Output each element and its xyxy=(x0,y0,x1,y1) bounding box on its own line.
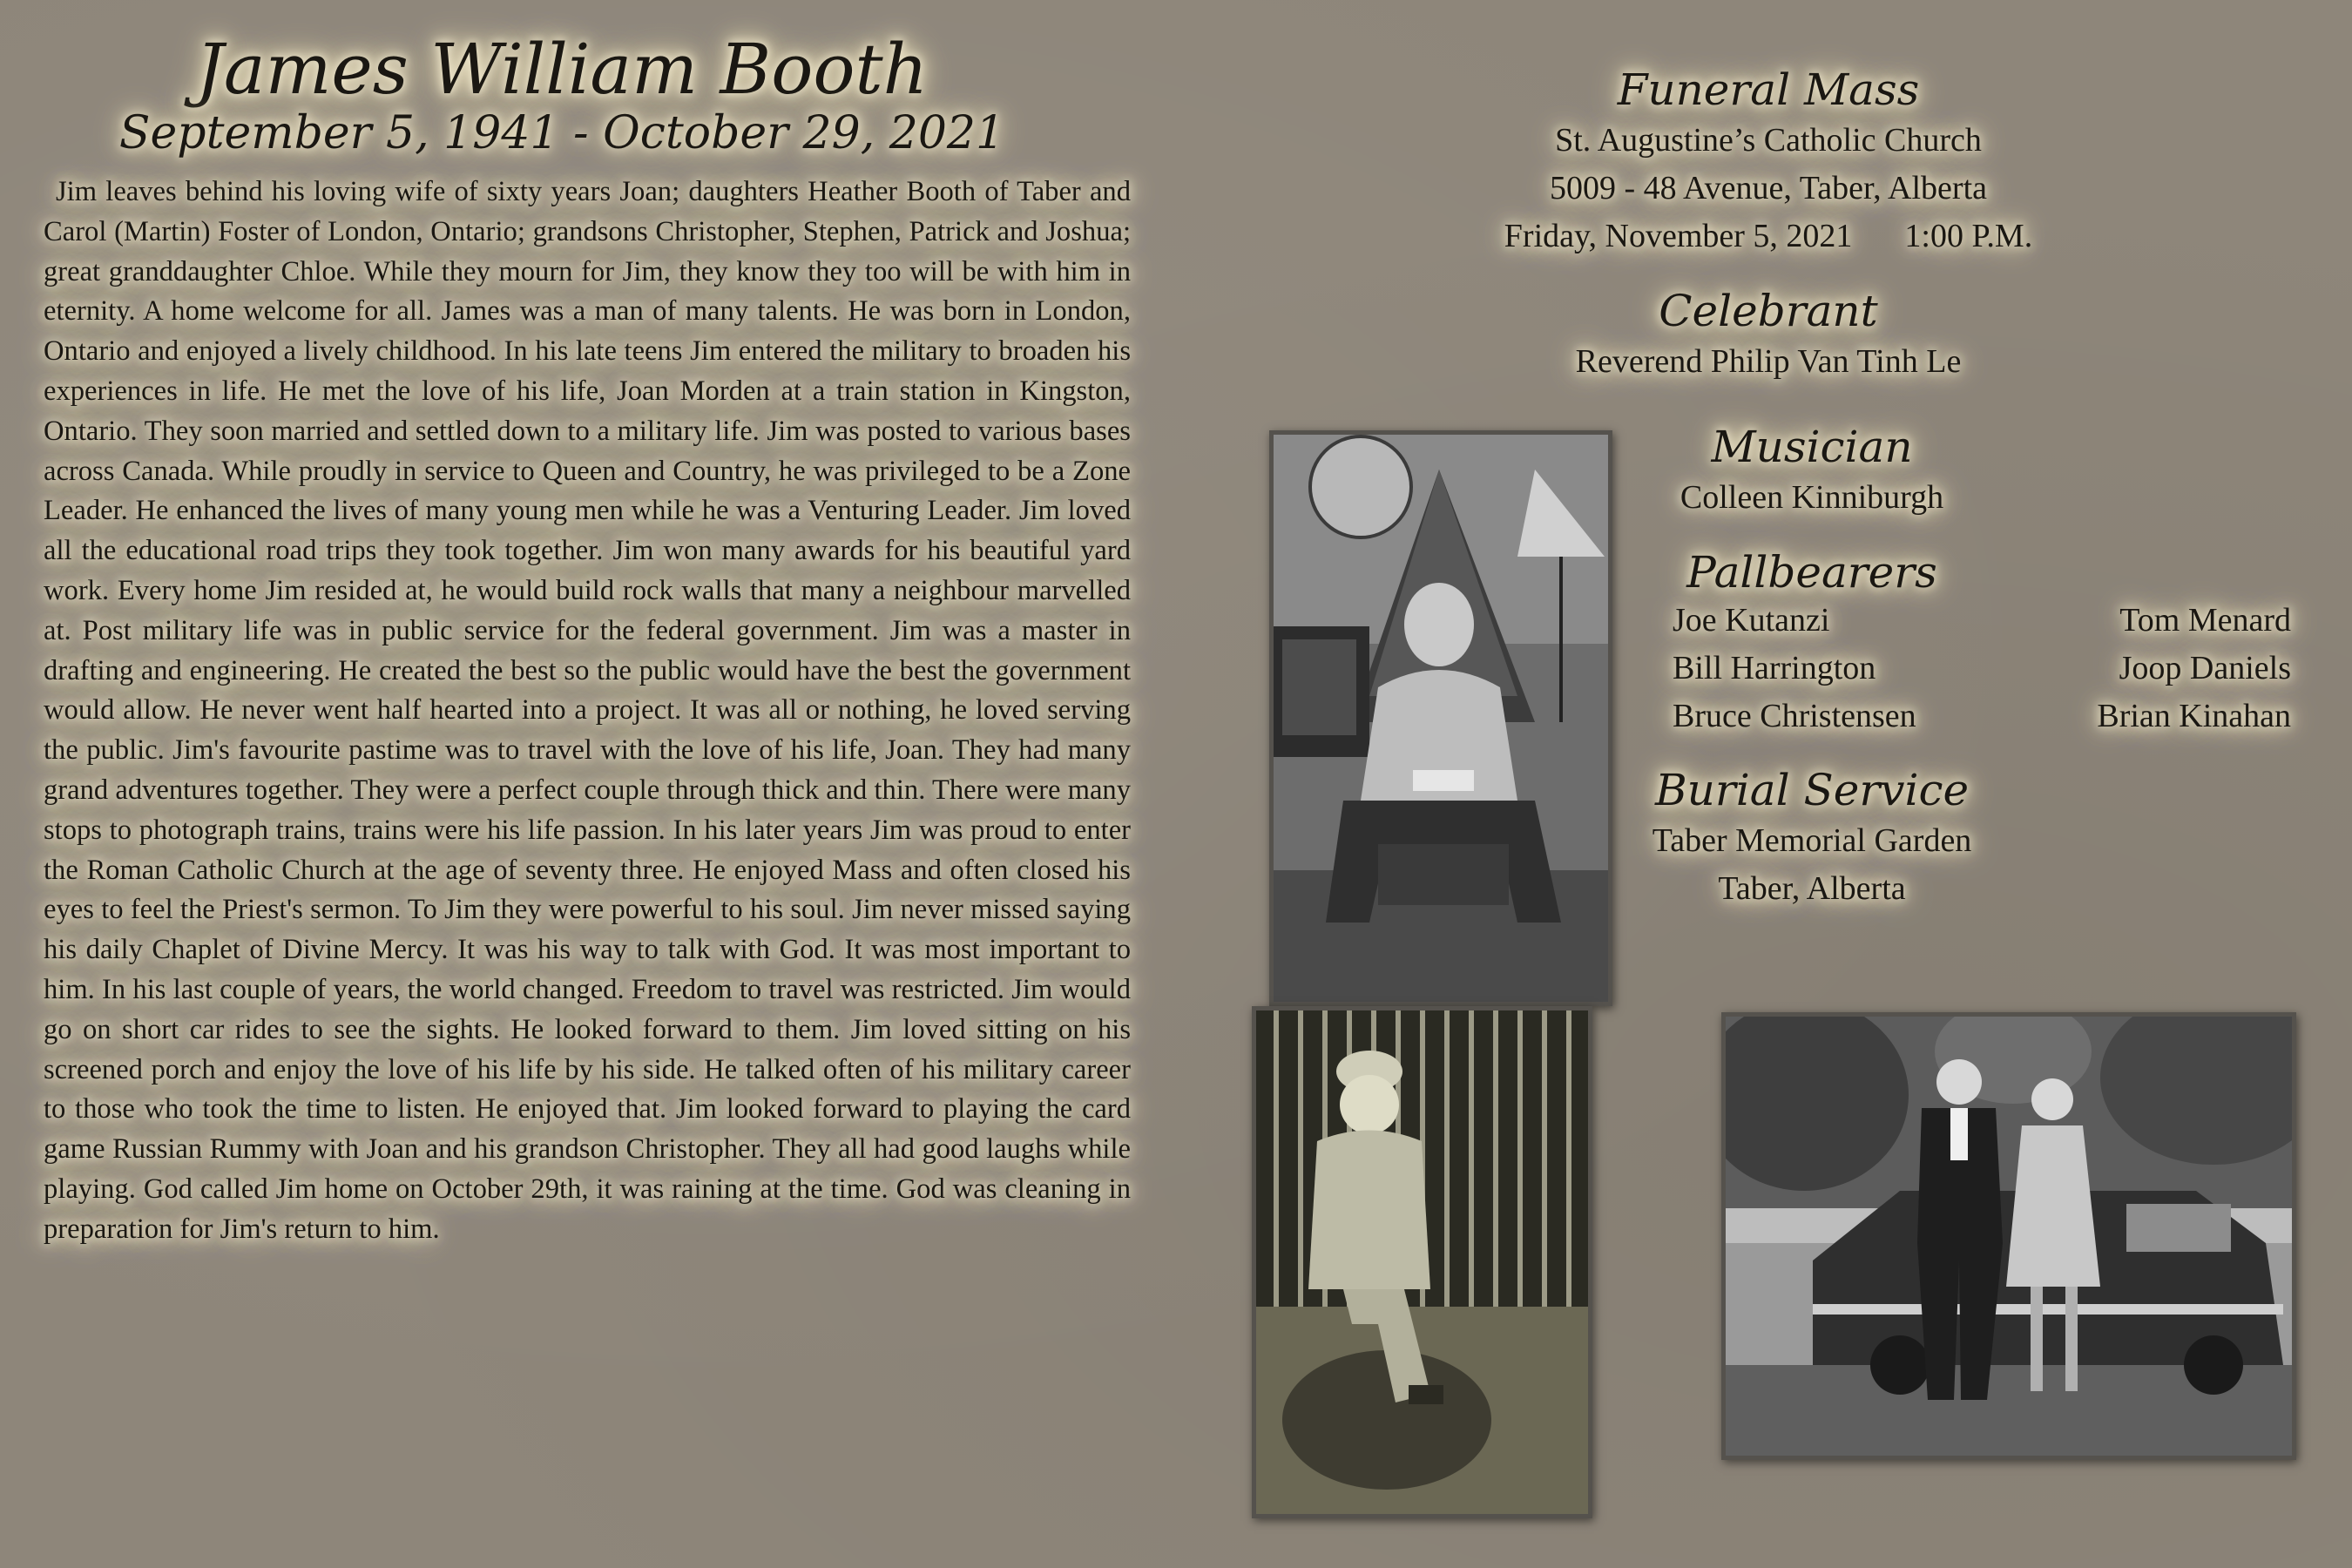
pallbearer-name: Bruce Christensen xyxy=(1673,698,1916,734)
funeral-mass-heading: Funeral Mass xyxy=(1617,64,1920,115)
church-address: 5009 - 48 Avenue, Taber, Alberta xyxy=(1550,170,1987,206)
musician-name: Colleen Kinniburgh xyxy=(1680,479,1944,516)
celebrant-heading: Celebrant xyxy=(1659,286,1878,336)
photo-couple-by-car xyxy=(1721,1012,2296,1460)
mass-time: 1:00 P.M. xyxy=(1904,218,2033,254)
pallbearers-heading: Pallbearers xyxy=(1686,547,1937,598)
church-name: St. Augustine’s Catholic Church xyxy=(1555,122,1982,159)
obituary-text: Jim leaves behind his loving wife of sixty years Joan; daughters Heather Booth of Taber and Carol (Martin) Foster of London, Ontario; grandsons Christopher, Stephen, Patrick and Joshua; great granddaughter Chloe. While they mourn for Jim, they know they too will be with him in eternity. A home welcome for all. James was a man of many talents. He was born in London, Ontario and enjoyed a lively childhood. In his late teens Jim entered the military to broaden his experiences in life. He met the love of his life, Joan Morden at a train station in Kingston, Ontario. They soon married and settled down to a military life. Jim was posted to various bases across Canada. While proudly in service to Queen and Country, he was privileged to be a Zone Leader. He enhanced the lives of many young men while he was a Venturing Leader. Jim loved all the educational road trips they took together. Jim won many awards for his beautiful yard work. Every home Jim resided at, he would build rock walls that many a neighbour marvelled at. Post military life was in public service for the federal government. Jim was a master in drafting and engineering. He created the best so the public would have the best the government would allow. He never went half hearted into a project. It was all or nothing, he loved serving the public. Jim's favourite pastime was to travel with the love of his life, Joan. They had many grand adventures together. They were a perfect couple through thick and thin. There were many stops to photograph trains, trains were his life passion. In his later years Jim was proud to enter the Roman Catholic Church at the age of seventy three. He enjoyed Mass and often closed his eyes to feel the Priest's sermon. To Jim they were powerful to his soul. Jim never missed saying his daily Chaplet of Divine Mercy. It was his way to talk with God. It was most important to him. In his last couple of years, the world changed. Freedom to travel was restricted. Jim would go on short car rides to see the sights. He looked forward to them. Jim loved sitting on his screened porch and enjoy the love of his life by his side. He talked often of his military career to those who took the time to listen. He enjoyed that. Jim looked forward to playing the card game Russian Rummy with Joan and his grandson Christopher. They all had good laughs while playing. God called Jim home on October 29th, it was raining at the time. God was cleaning in preparation for Jim's return to him. xyxy=(44,176,1131,1245)
musician-heading: Musician xyxy=(1711,422,1913,472)
celebrant-name: Reverend Philip Van Tinh Le xyxy=(1575,343,1962,380)
life-dates: September 5, 1941 - October 29, 2021 xyxy=(118,107,1005,159)
pallbearer-row xyxy=(1673,693,2291,740)
funeral-mass-section xyxy=(1307,63,2230,260)
pallbearer-name: Joop Daniels xyxy=(2119,650,2291,686)
pallbearer-row xyxy=(1673,597,2291,645)
burial-heading: Burial Service xyxy=(1654,765,1970,815)
pallbearers-list xyxy=(1673,597,2291,740)
pallbearer-row xyxy=(1673,645,2291,693)
photo-child-image xyxy=(1256,1010,1588,1514)
mass-date: Friday, November 5, 2021 xyxy=(1504,218,1853,254)
burial-place: Taber Memorial Garden xyxy=(1652,822,1972,859)
pallbearer-name: Bill Harrington xyxy=(1673,650,1876,686)
celebrant-section xyxy=(1307,284,2230,386)
deceased-name: James William Booth xyxy=(195,29,929,110)
pallbearer-name: Tom Menard xyxy=(2119,602,2291,639)
photo-young-man-image xyxy=(1274,435,1608,1002)
pallbearer-name: Brian Kinahan xyxy=(2097,698,2291,734)
burial-location: Taber, Alberta xyxy=(1718,870,1906,907)
photo-child-on-rock xyxy=(1252,1006,1592,1518)
mass-date-time xyxy=(1307,213,2230,260)
photo-couple-image xyxy=(1726,1017,2292,1456)
photo-young-man-seated xyxy=(1269,430,1612,1006)
pallbearer-name: Joe Kutanzi xyxy=(1673,602,1830,639)
